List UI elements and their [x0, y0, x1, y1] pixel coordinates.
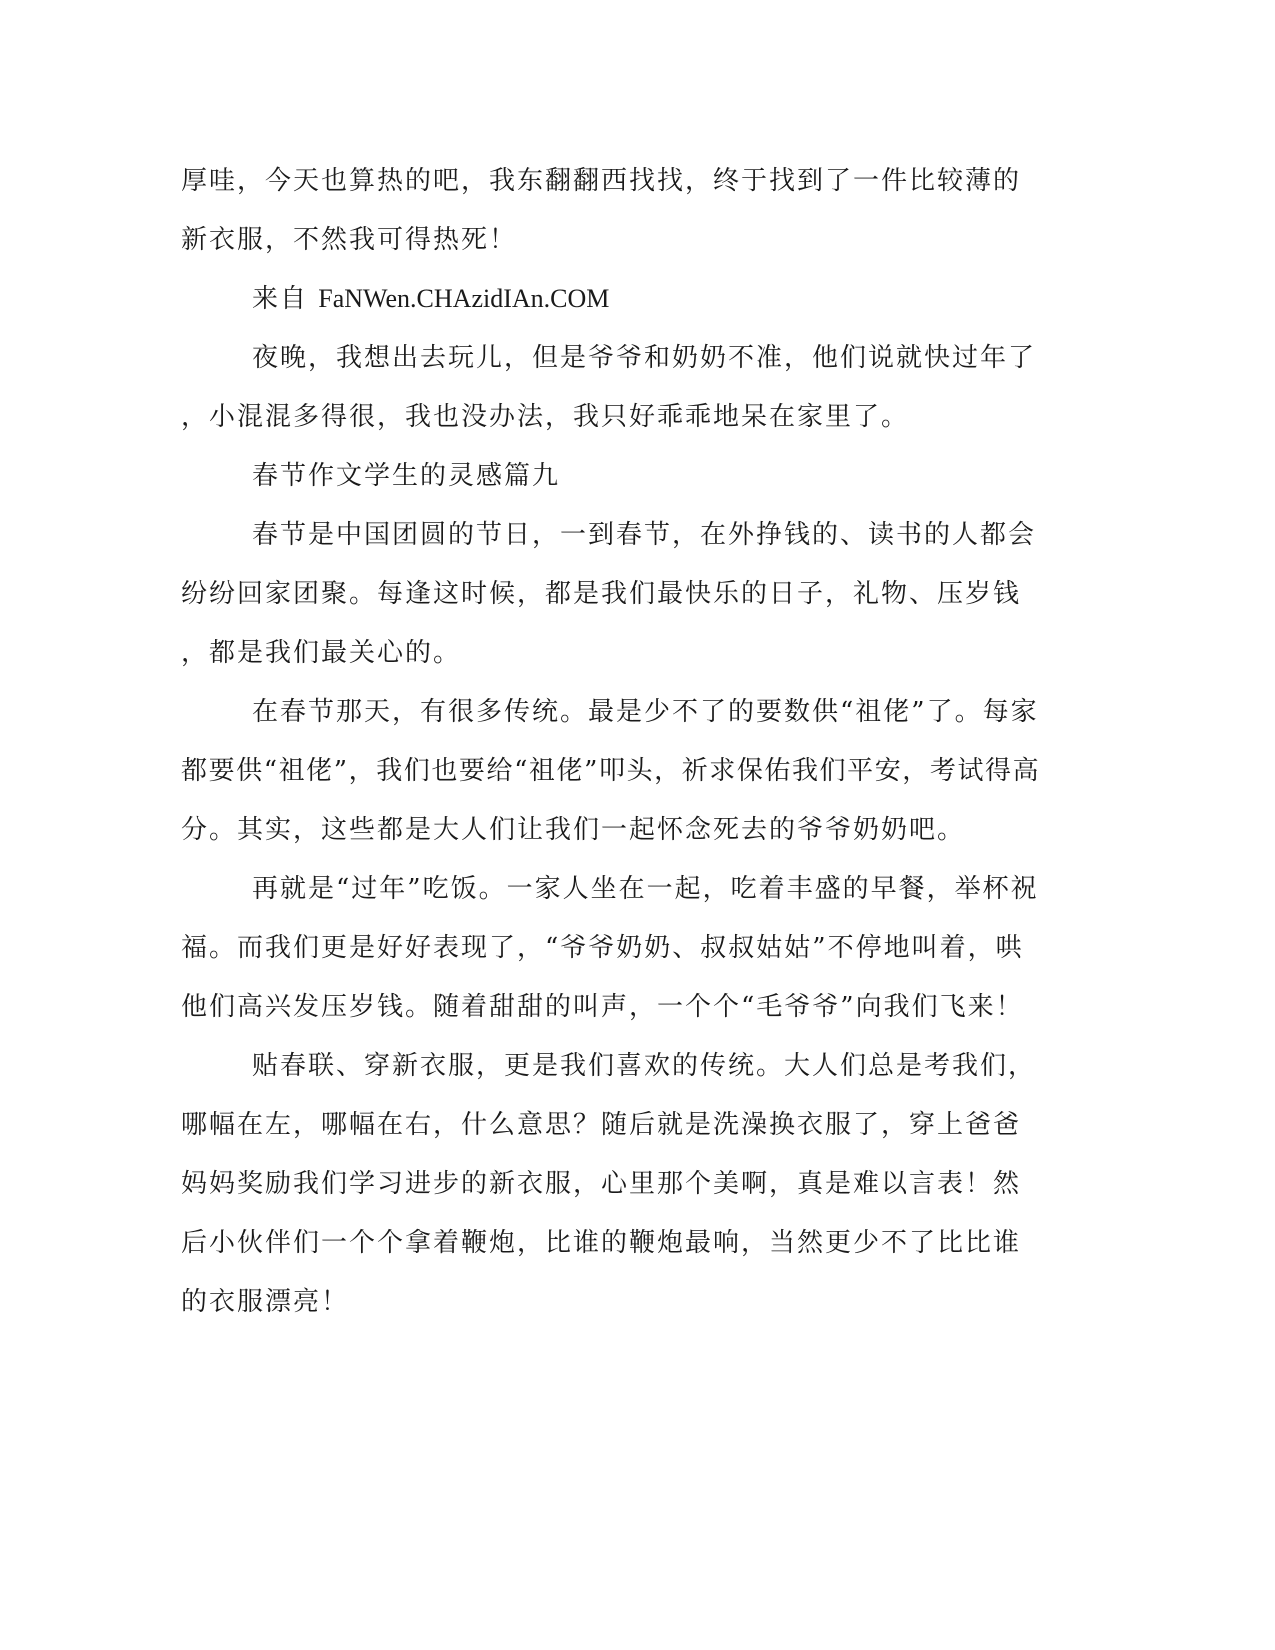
text-line: 他们高兴发压岁钱。随着甜甜的叫声，一个个“毛爷爷”向我们飞来！: [181, 992, 1024, 1022]
text-line: 分。其实，这些都是大人们让我们一起怀念死去的爷爷奶奶吧。: [181, 815, 966, 845]
text-line: 都要供“祖佬”，我们也要给“祖佬”叩头，祈求保佑我们平安，考试得高: [181, 756, 1041, 786]
source-label: [252, 282, 609, 316]
text-line: 的衣服漂亮！: [181, 1287, 350, 1317]
source-domain: FaNWen.CHAzidIAn.COM: [318, 284, 610, 313]
text-line: 妈妈奖励我们学习进步的新衣服，心里那个美啊，真是难以言表！然: [181, 1169, 1022, 1199]
text-line: 夜晚，我想出去玩儿，但是爷爷和奶奶不准，他们说就快过年了: [252, 343, 1037, 373]
text-line: 贴春联、穿新衣服，更是我们喜欢的传统。大人们总是考我们，: [252, 1051, 1037, 1081]
text-line: ，都是我们最关心的。: [181, 638, 462, 668]
text-line: 纷纷回家团聚。每逢这时候，都是我们最快乐的日子，礼物、压岁钱: [181, 579, 1022, 609]
text-line: 春节是中国团圆的节日，一到春节，在外挣钱的、读书的人都会: [252, 520, 1037, 550]
text-line: 再就是“过年”吃饭。一家人坐在一起，吃着丰盛的早餐，举杯祝: [252, 874, 1039, 904]
text-line: 新衣服，不然我可得热死！: [181, 225, 518, 255]
text-line: 在春节那天，有很多传统。最是少不了的要数供“祖佬”了。每家: [252, 697, 1039, 727]
text-line: 福。而我们更是好好表现了，“爷爷奶奶、叔叔姑姑”不停地叫着，哄: [181, 933, 1024, 963]
text-line: 厚哇，今天也算热的吧，我东翻翻西找找，终于找到了一件比较薄的: [181, 166, 1022, 196]
source-prefix: 来自: [252, 284, 309, 314]
text-line: ，小混混多得很，我也没办法，我只好乖乖地呆在家里了。: [181, 402, 910, 432]
section-heading: 春节作文学生的灵感篇九: [252, 461, 561, 491]
text-line: 哪幅在左，哪幅在右，什么意思？随后就是洗澡换衣服了，穿上爸爸: [181, 1110, 1022, 1140]
text-line: 后小伙伴们一个个拿着鞭炮，比谁的鞭炮最响，当然更少不了比比谁: [181, 1228, 1022, 1258]
